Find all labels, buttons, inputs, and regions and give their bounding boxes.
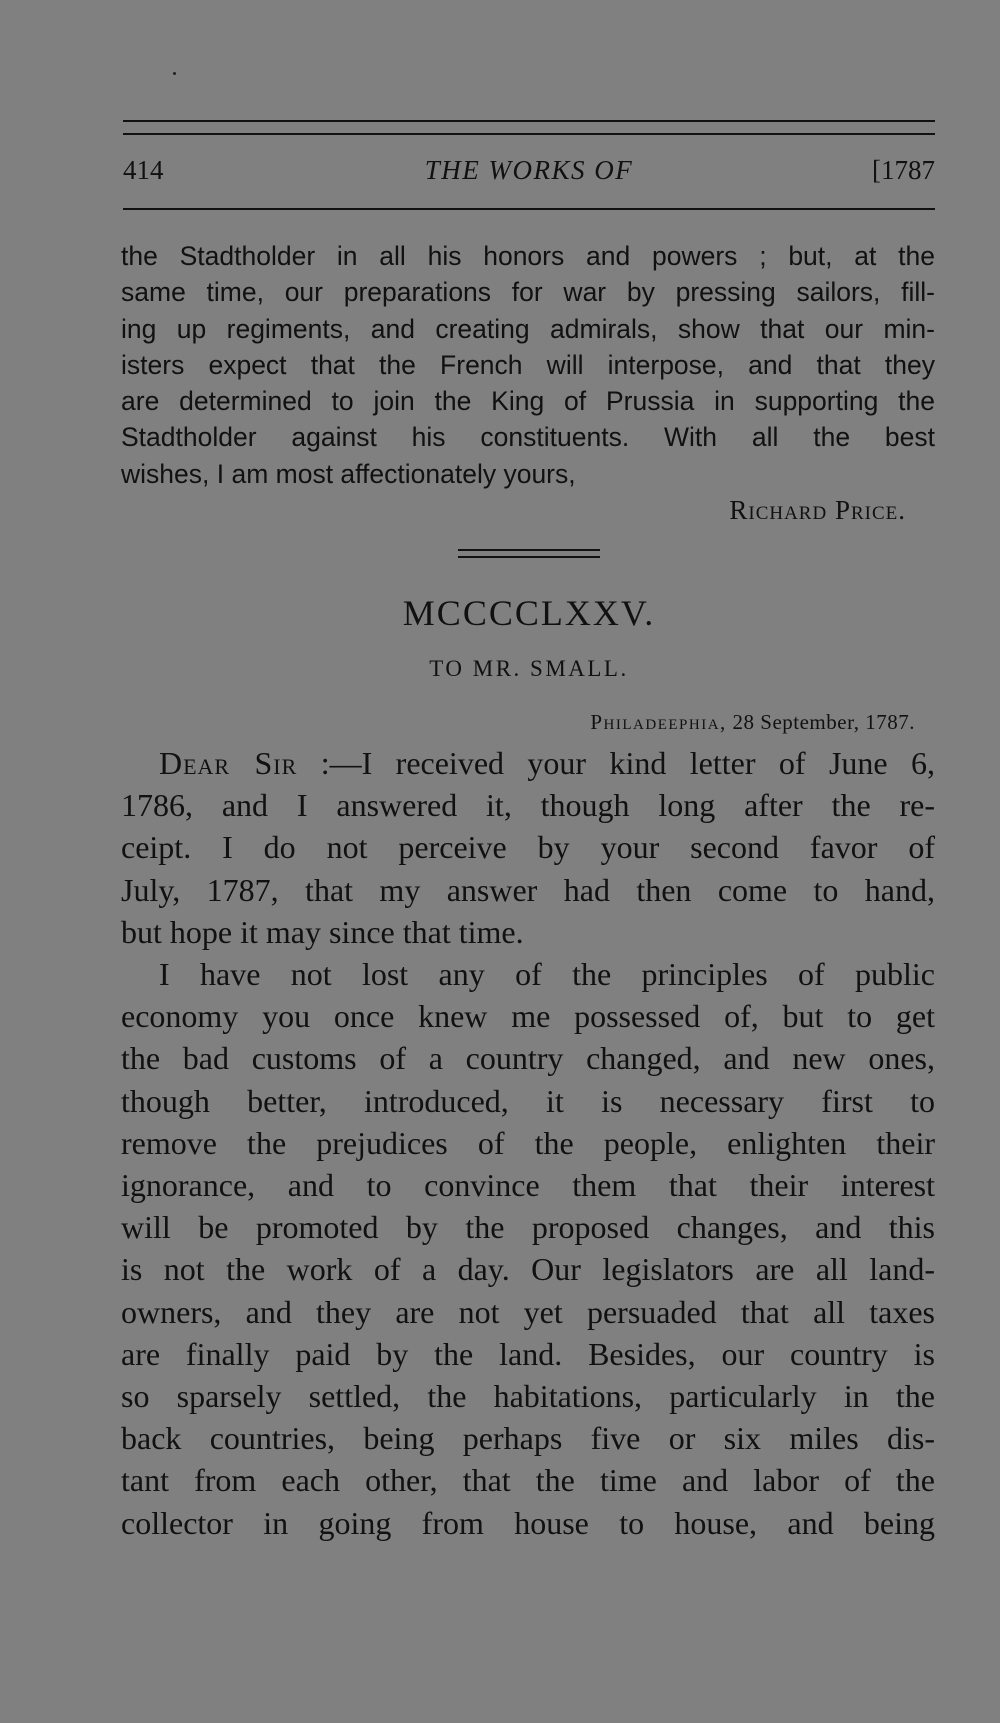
text-line: tant from each other, that the time and labor of the [121,1462,935,1499]
text-line: same time, our preparations for war by pressing sailors, fill- [121,277,935,308]
dateline-place: Philadeephia, [590,710,727,734]
text-line: collector in going from house to house, and being [121,1504,935,1541]
text-line: are determined to join the King of Prussia in supporting the [121,386,935,417]
salutation: Dear Sir [159,745,298,781]
section-separator-second [458,556,600,558]
text-line [121,742,935,784]
previous-letter-closing [121,238,935,492]
page-number: 414 [123,155,164,185]
text-line: I have not lost any of the principles of public [159,956,935,993]
text-line: but hope it may since that time. [121,913,524,950]
text-line: July, 1787, that my answer had then come to hand, [121,871,935,908]
signature: Richard Price. [729,495,906,525]
text-line: the Stadtholder in all his honors and powers ; but, at the [121,241,935,271]
text-line: back countries, being perhaps five or six miles dis- [121,1420,935,1457]
text-line: ceipt. I do not perceive by your second favor of [121,829,935,866]
text-line: ing up regiments, and creating admirals, show that our min- [121,313,935,344]
text-line: economy you once knew me possessed of, but to get [121,998,935,1035]
top-rule-second [123,133,935,135]
text-line: Stadtholder against his constituents. With all the best [121,422,935,453]
text-line: 1786, and I answered it, though long after the re- [121,787,935,824]
dateline [123,710,915,735]
text-line: remove the prejudices of the people, enlighten their [121,1124,935,1161]
text-line: are finally paid by the land. Besides, our country is [121,1335,935,1372]
text-line: isters expect that the French will interpose, and that they [121,349,935,380]
section-separator [458,549,600,551]
top-rule [123,120,935,122]
text-line: owners, and they are not yet persuaded that all taxes [121,1293,935,1330]
ink-speck [173,72,176,75]
letter-number: MCCCCLXXV. [402,593,656,633]
text-line: will be promoted by the proposed changes, and this [121,1209,935,1246]
text-line: wishes, I am most affectionately yours, [121,458,576,489]
letter-body [121,742,935,1544]
running-title: THE WORKS OF [424,155,634,185]
text-line: so sparsely settled, the habitations, particularly in the [121,1378,935,1415]
text-line: is not the work of a day. Our legislators are all land- [121,1251,935,1288]
header-year: [1787 [872,155,935,185]
text-line: ignorance, and to convince them that their interest [121,1167,935,1204]
letter-recipient: TO MR. SMALL. [429,656,629,681]
header-rule [123,208,935,210]
dateline-date: 28 September, 1787. [732,710,915,734]
salutation-continuation: :—I received your kind letter of June 6, [320,745,936,781]
running-header [123,155,935,195]
text-line: the bad customs of a country changed, and new ones, [121,1040,935,1077]
text-line: though better, introduced, it is necessary first to [121,1082,935,1119]
